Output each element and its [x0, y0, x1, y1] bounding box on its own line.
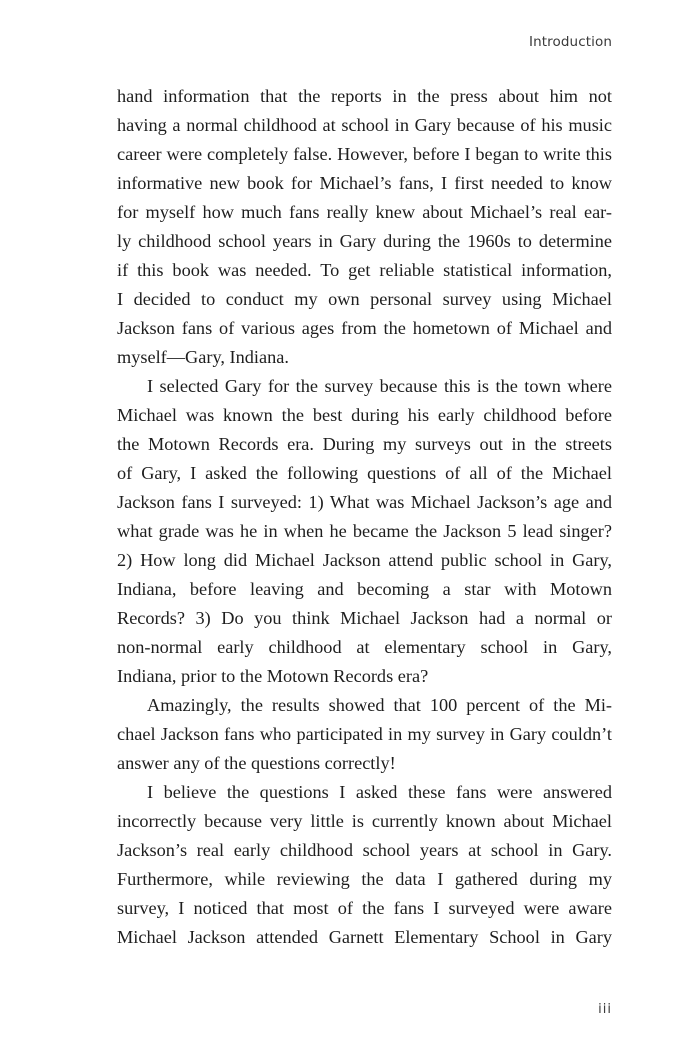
text-line: chael Jackson fans who participated in my survey in Gary couldn’t: [117, 724, 612, 744]
text-line: answer any of the questions correctly!: [117, 753, 396, 773]
page-number: iii: [598, 1002, 612, 1017]
text-line: career were completely false. However, before I began to write this: [117, 144, 612, 164]
text-line: Michael Jackson attended Garnett Elementary School in Gary: [117, 927, 612, 947]
text-line: Records? 3) Do you think Michael Jackson had a normal or: [117, 608, 612, 628]
text-line: Indiana, before leaving and becoming a star with Motown: [117, 579, 612, 599]
text-line: of Gary, I asked the following questions of all of the Michael: [117, 463, 612, 483]
text-line: Furthermore, while reviewing the data I gathered during my: [117, 869, 612, 889]
text-line: hand information that the reports in the press about him not: [117, 86, 612, 106]
text-line: I selected Gary for the survey because this is the town where: [147, 376, 612, 396]
paragraph-2: [117, 372, 612, 691]
text-line: having a normal childhood at school in Gary because of his music: [117, 115, 612, 135]
body-text: [117, 82, 612, 952]
text-line: I decided to conduct my own personal survey using Michael: [117, 289, 612, 309]
text-line: Indiana, prior to the Motown Records era?: [117, 666, 429, 686]
text-line: ly childhood school years in Gary during the 1960s to determine: [117, 231, 612, 251]
text-line: Michael was known the best during his early childhood before: [117, 405, 612, 425]
text-line: incorrectly because very little is currently known about Michael: [117, 811, 612, 831]
text-line: if this book was needed. To get reliable statistical information,: [117, 260, 612, 280]
text-line: Amazingly, the results showed that 100 percent of the Mi-: [147, 695, 612, 715]
text-line: Jackson’s real early childhood school years at school in Gary.: [117, 840, 612, 860]
text-line: Jackson fans of various ages from the hometown of Michael and: [117, 318, 612, 338]
text-line: 2) How long did Michael Jackson attend public school in Gary,: [117, 550, 612, 570]
paragraph-4: [117, 778, 612, 952]
running-head: Introduction: [529, 34, 612, 50]
text-line: non-normal early childhood at elementary school in Gary,: [117, 637, 612, 657]
text-line: I believe the questions I asked these fans were answered: [147, 782, 612, 802]
text-line: survey, I noticed that most of the fans I surveyed were aware: [117, 898, 612, 918]
text-line: informative new book for Michael’s fans, I first needed to know: [117, 173, 612, 193]
paragraph-1: [117, 82, 612, 372]
text-line: myself—Gary, Indiana.: [117, 347, 289, 367]
text-line: Jackson fans I surveyed: 1) What was Michael Jackson’s age and: [117, 492, 612, 512]
text-line: what grade was he in when he became the Jackson 5 lead singer?: [117, 521, 612, 541]
paragraph-3: [117, 691, 612, 778]
text-line: for myself how much fans really knew about Michael’s real ear-: [117, 202, 612, 222]
text-line: the Motown Records era. During my surveys out in the streets: [117, 434, 612, 454]
